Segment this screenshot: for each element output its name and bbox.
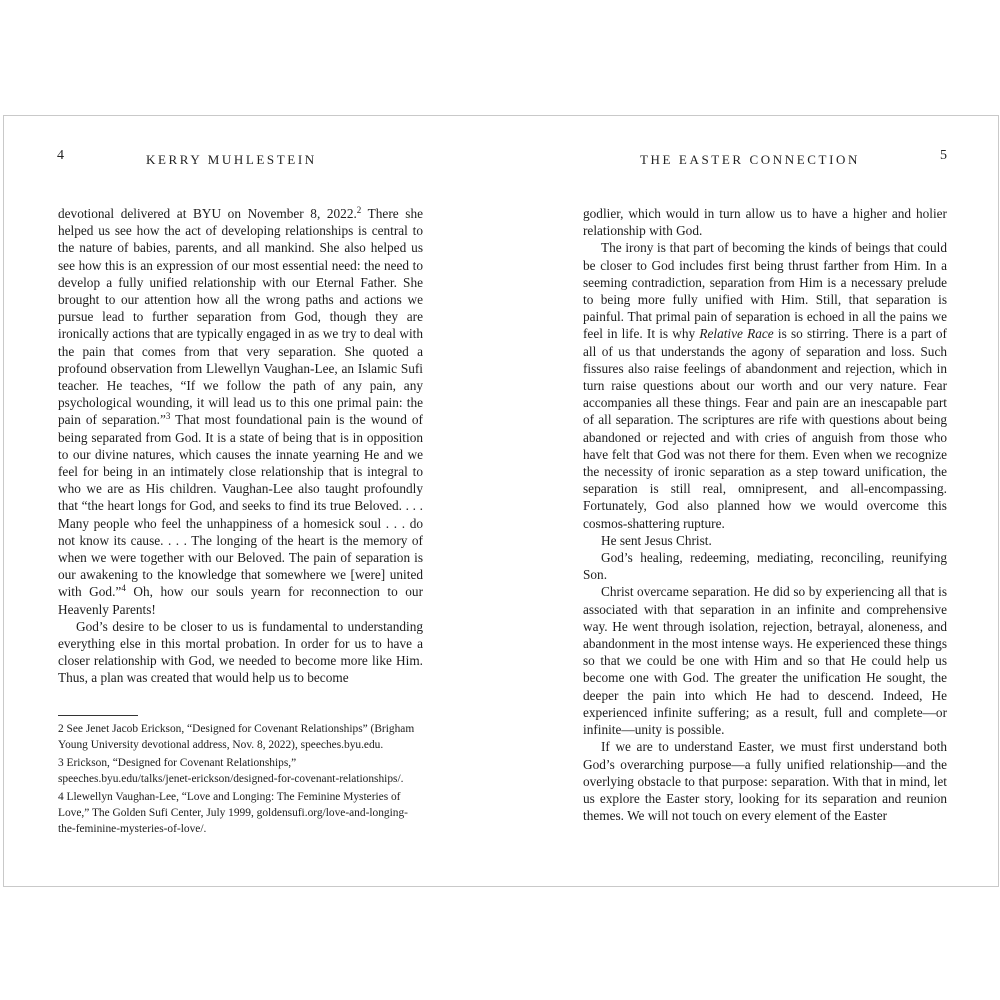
paragraph bbox=[583, 532, 947, 549]
left-page-body bbox=[58, 205, 423, 687]
text-run: God’s desire to be closer to us is fundamental to understanding everything else in this mortal probation. In order for us to have a closer relationship with God, we needed to become more like Him. Thus, a plan was created that would help us to become bbox=[58, 618, 423, 686]
text-run: There she helped us see how the act of developing relationships is central to the nature of babies, parents, and all mankind. She also helped us see how this is an expression of our most essential need: the need to develop a fully unified relationship with our Eternal Father. She brought to our attention how all the wrong paths and actions we pursue lead to further separation from God, though they are ironically actions that are typically engaged in as we try to deal with the pain that comes from that very separation. She quoted a profound observation from Llewellyn Vaughan-Lee, an Islamic Sufi teacher. He teaches, “If we follow the path of any pain, any psychological wounding, it will lead us to this one primal pain: the pain of separation.” bbox=[58, 206, 423, 428]
left-page-number: 4 bbox=[57, 148, 64, 163]
paragraph bbox=[583, 549, 947, 583]
text-run: If we are to understand Easter, we must first understand both God’s overarching purpose—a fully unified relationship—and the overlying obstacle to that purpose: separation. With that in mind, let us explore the Easter story, looking for its separation and reunion themes. We will not touch on every element of the Easter bbox=[583, 739, 947, 824]
footnote-ref: 3 bbox=[165, 411, 171, 422]
paragraph bbox=[583, 583, 947, 738]
paragraph bbox=[583, 239, 947, 531]
footnotes bbox=[58, 721, 423, 839]
italic-title: Relative Race bbox=[699, 326, 774, 342]
footnote-rule bbox=[58, 715, 138, 716]
right-running-head: THE EASTER CONNECTION bbox=[640, 152, 860, 167]
text-run: That most foundational pain is the wound of being separated from God. It is a state of being that is in opposition to our divine natures, which causes the innate yearning He and we feel for being in an intimately close relationship that is integral to who we are as His children. Vaughan-Lee also taught profoundly that “the heart longs for God, and seeks to find its true Beloved. . . . Many people who feel the unhappiness of a homesick soul . . . do not know its cause. . . . The longing of the heart is the memory of when we were together with our Beloved. The pain of separation is our awakening to the knowledge that somewhere we [were] united with God.” bbox=[58, 412, 423, 600]
right-page-body bbox=[583, 205, 947, 824]
paragraph bbox=[583, 205, 947, 239]
footnote: 2 See Jenet Jacob Erickson, “Designed for Covenant Relationships” (Brigham Young University devotional address, Nov. 8, 2022), speeches.byu.edu. bbox=[58, 723, 415, 751]
footnote-ref: 4 bbox=[121, 583, 126, 594]
text-run: He sent Jesus Christ. bbox=[601, 532, 712, 548]
text-run: godlier, which would in turn allow us to have a higher and holier relationship with God. bbox=[583, 206, 947, 239]
text-run: devotional delivered at BYU on November 8, 2022. bbox=[58, 206, 357, 221]
footnote: 3 Erickson, “Designed for Covenant Relationships,” speeches.byu.edu/talks/jenet-erickson/designed-for-covenant-relationships/. bbox=[58, 757, 404, 785]
text-run: Oh, how our souls yearn for reconnection to our Heavenly Parents! bbox=[58, 584, 423, 617]
footnote: 4 Llewellyn Vaughan-Lee, “Love and Longing: The Feminine Mysteries of Love,” The Golden Sufi Center, July 1999, goldensufi.org/love-and-longing-the-feminine-mysteries-of-love/. bbox=[58, 791, 408, 835]
paragraph bbox=[58, 618, 423, 687]
text-run: The irony is that part of becoming the kinds of beings that could be closer to God includes first being thrust farther from Him. In a seeming contradiction, separation from Him is a necessary prelude to being more fully unified with Him. Still, that separation is painful. That primal pain of separation is echoed in all the pains we feel in life. It is why bbox=[583, 240, 947, 342]
left-running-head: KERRY MUHLESTEIN bbox=[146, 152, 317, 167]
right-page-number: 5 bbox=[940, 148, 947, 163]
paragraph bbox=[58, 205, 423, 618]
footnote-ref: 2 bbox=[356, 205, 362, 215]
text-run: God’s healing, redeeming, mediating, reconciling, reunifying Son. bbox=[583, 550, 947, 583]
paragraph bbox=[583, 738, 947, 824]
text-run: is so stirring. There is a part of all of us that understands the agony of separation and loss. Such fissures also raise feelings of abandonment and rejection, which in turn raise questions about our worth and our very nature. Fear accompanies all these things. Fear and pain are an inescapable part of all separation. The scriptures are rife with questions about being abandoned or rejected and with cries of anguish from those who have felt that God was not there for them. Even when we recognize the necessity of ironic separation as a step toward unification, the separation is still real, omnipresent, and all-encompassing. Fortunately, God also planned how we would overcome this cosmos-shattering rupture. bbox=[583, 326, 947, 531]
text-run: Christ overcame separation. He did so by experiencing all that is associated with that separation in an infinite and comprehensive way. He went through isolation, rejection, betrayal, aloneness, and abandonment in the most intense ways. He experienced these things so that we could be one with Him and so that He could help us become one with God. The greater the unification He sought, the deeper the pain into which He had to descend. Indeed, He experienced infinite suffering; as a result, full and complete—or infinite—unity is possible. bbox=[583, 584, 947, 738]
